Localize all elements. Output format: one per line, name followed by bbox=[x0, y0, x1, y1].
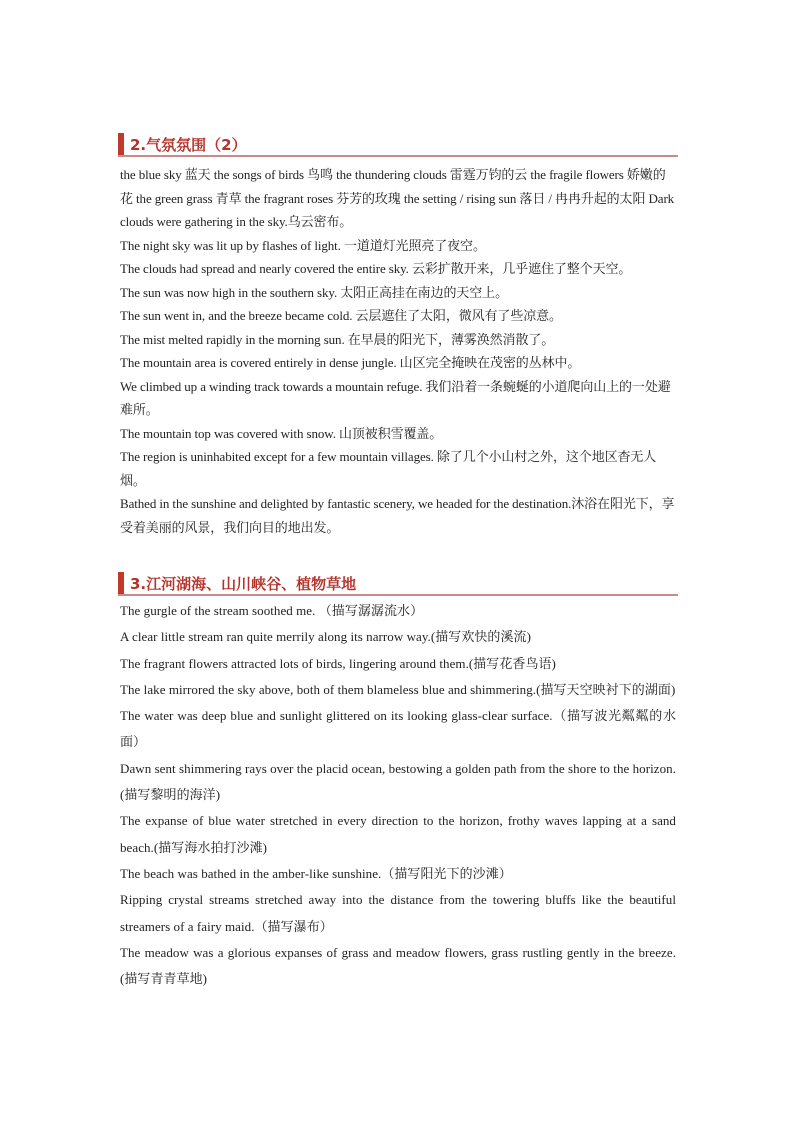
paragraph: The sun went in, and the breeze became cold. 云层遮住了太阳，微风有了些凉意。 bbox=[120, 308, 562, 323]
paragraph: The lake mirrored the sky above, both of them blameless blue and shimmering.(描写天空映衬下的湖面) bbox=[120, 681, 676, 697]
section-title: 2.气氛氛围（2） bbox=[130, 136, 247, 154]
paragraph: The meadow was a glorious expanses of grass and meadow flowers, grass rustling gently in the breeze.(描写青青草地) bbox=[120, 944, 676, 987]
paragraph: A clear little stream ran quite merrily along its narrow way.(描写欢快的溪流) bbox=[120, 629, 531, 645]
section-body-landscapes bbox=[120, 598, 676, 992]
section-title: 3.江河湖海、山川峡谷、植物草地 bbox=[130, 575, 357, 593]
section-heading-atmosphere bbox=[118, 131, 678, 157]
paragraph: Bathed in the sunshine and delighted by fantastic scenery, we headed for the destination.沐浴在阳光下，享受着美丽的风景，我们向目的地出发。 bbox=[120, 496, 675, 535]
paragraph: The mountain area is covered entirely in dense jungle. 山区完全掩映在茂密的丛林中。 bbox=[120, 355, 581, 370]
section-heading-landscapes bbox=[118, 570, 678, 596]
paragraph: The expanse of blue water stretched in every direction to the horizon, frothy waves lapping at a sand beach.(描写海水拍打沙滩) bbox=[120, 813, 676, 855]
heading-accent-bar bbox=[118, 133, 124, 155]
paragraph: The beach was bathed in the amber-like sunshine.（描写阳光下的沙滩） bbox=[120, 865, 512, 881]
paragraph: The water was deep blue and sunlight glittered on its looking glass-clear surface.（描写波光粼粼的水面） bbox=[120, 708, 676, 750]
paragraph: The mist melted rapidly in the morning sun. 在早晨的阳光下，薄雾涣然消散了。 bbox=[120, 331, 555, 347]
paragraph: the blue sky 蓝天 the songs of birds 鸟鸣 the thundering clouds 雷霆万钧的云 the fragile flowers 娇嫩的花 the green grass 青草 the fragrant roses 芬芳的玫瑰 the setting / rising sun 落日 / 冉冉升起的太阳 Dark clouds were gathering in the sky.乌云密布。 bbox=[120, 167, 675, 229]
paragraph: The sun was now high in the southern sky. 太阳正高挂在南边的天空上。 bbox=[120, 284, 508, 300]
paragraph: Dawn sent shimmering rays over the placid ocean, bestowing a golden path from the shore to the horizon.(描写黎明的海洋) bbox=[120, 760, 676, 803]
paragraph: The gurgle of the stream soothed me. （描写潺潺流水） bbox=[120, 603, 424, 618]
paragraph: The mountain top was covered with snow. 山顶被积雪覆盖。 bbox=[120, 425, 443, 441]
paragraph: The region is uninhabited except for a few mountain villages. 除了几个小山村之外，这个地区杳无人烟。 bbox=[120, 449, 657, 488]
section-body-atmosphere bbox=[120, 163, 676, 539]
paragraph: We climbed up a winding track towards a mountain refuge. 我们沿着一条蜿蜒的小道爬向山上的一处避难所。 bbox=[120, 378, 671, 417]
paragraph: The clouds had spread and nearly covered the entire sky. 云彩扩散开来，几乎遮住了整个天空。 bbox=[120, 261, 632, 276]
paragraph: Ripping crystal streams stretched away into the distance from the towering bluffs like the beautiful streamers of a fairy maid.（描写瀑布） bbox=[120, 892, 676, 934]
paragraph: The fragrant flowers attracted lots of birds, lingering around them.(描写花香鸟语) bbox=[120, 655, 556, 671]
paragraph: The night sky was lit up by flashes of light. 一道道灯光照亮了夜空。 bbox=[120, 237, 486, 253]
heading-accent-bar bbox=[118, 572, 124, 594]
